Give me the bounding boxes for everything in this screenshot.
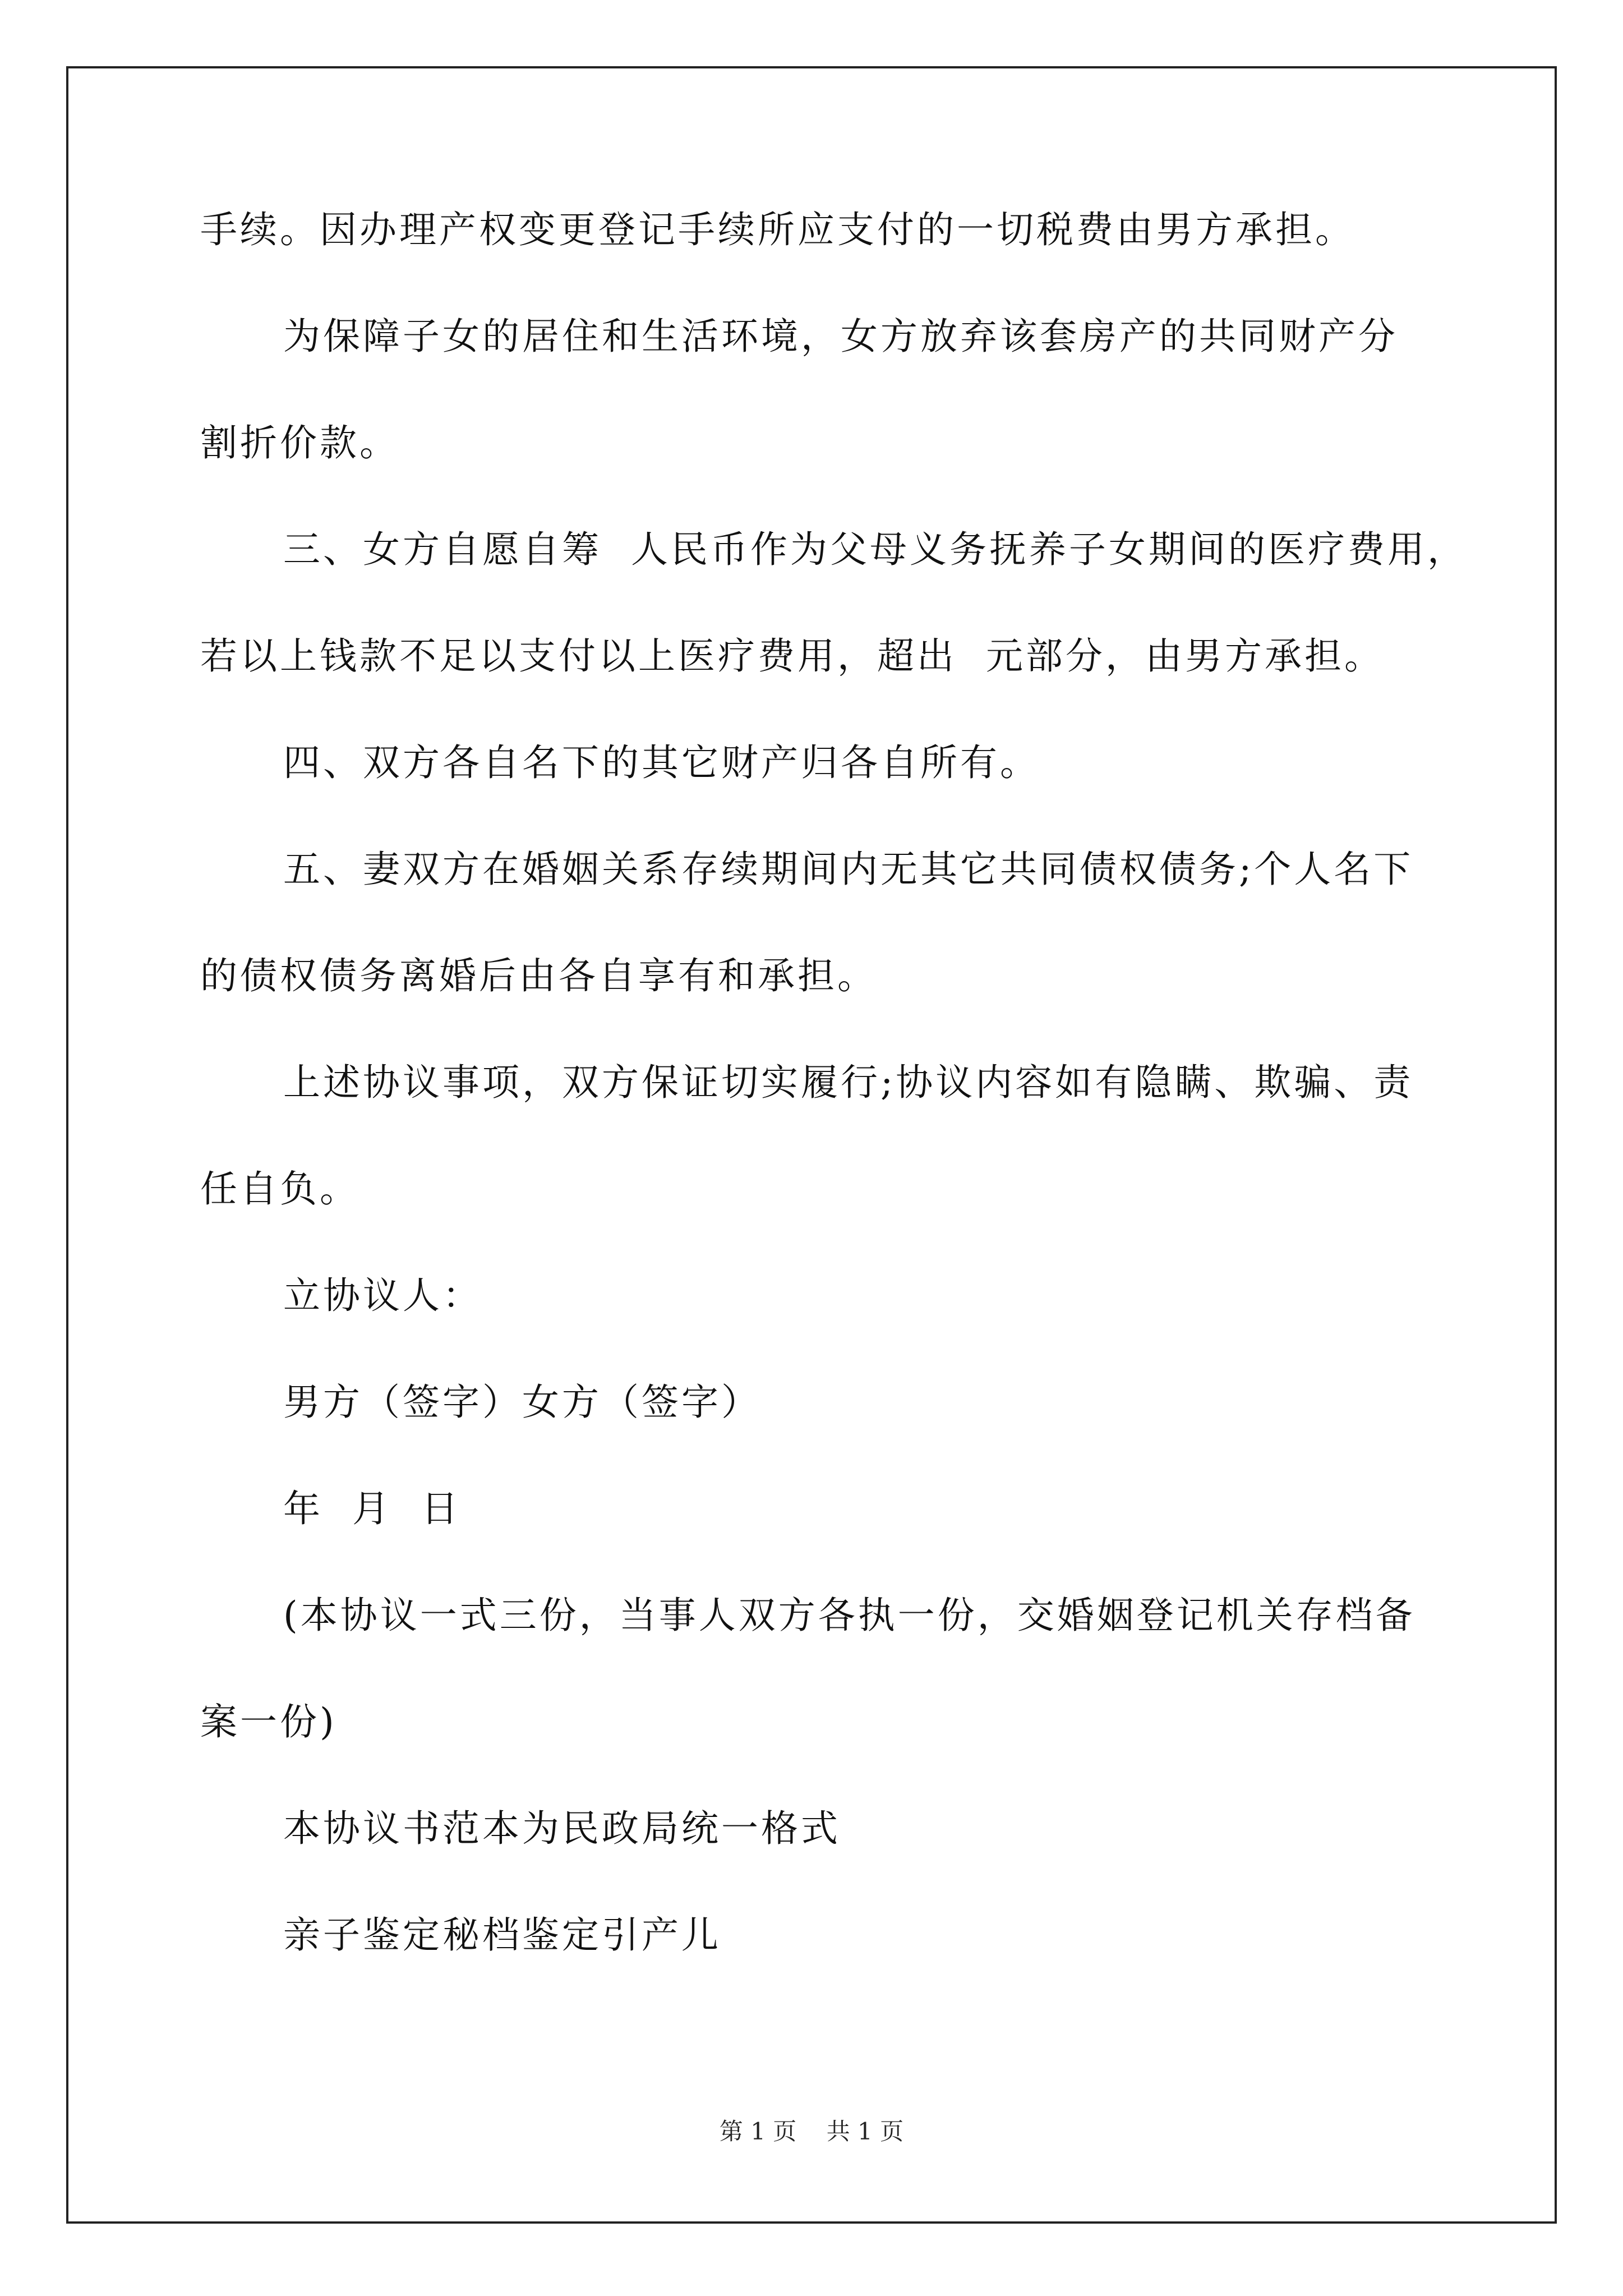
paragraph-line: (本协议一式三份，当事人双方各执一份，交婚姻登记机关存档备: [283, 1594, 1415, 1637]
paragraph-line: 亲子鉴定秘档鉴定引产儿: [283, 1913, 721, 1957]
signatory-label: 立协议人：: [283, 1274, 482, 1317]
paragraph-line: 任自负。: [200, 1167, 359, 1211]
paragraph-line: 案一份): [200, 1700, 337, 1743]
page-number-footer: 第 1 页 共 1 页: [719, 2118, 904, 2145]
paragraph-line: 四、双方各自名下的其它财产归各自所有。: [283, 741, 1040, 784]
paragraph-line: 手续。因办理产权变更登记手续所应支付的一切税费由男方承担。: [200, 208, 1355, 251]
page-border: [66, 66, 1557, 2224]
signature-line: 男方（签字）女方（签字）: [283, 1381, 761, 1424]
paragraph-line: 割折价款。: [200, 421, 399, 464]
paragraph-line: 的债权债务离婚后由各自享有和承担。: [200, 954, 877, 997]
paragraph-line: 三、女方自愿自筹 人民币作为父母义务抚养子女期间的医疗费用，: [283, 528, 1467, 571]
paragraph-line: 五、妻双方在婚姻关系存续期间内无其它共同债权债务;个人名下: [283, 848, 1414, 891]
paragraph-line: 本协议书范本为民政局统一格式: [283, 1807, 841, 1850]
paragraph-line: 为保障子女的居住和生活环境，女方放弃该套房产的共同财产分: [283, 315, 1398, 358]
paragraph-line: 若以上钱款不足以支付以上医疗费用，超出 元部分，由男方承担。: [200, 634, 1384, 678]
paragraph-line: 上述协议事项，双方保证切实履行;协议内容如有隐瞒、欺骗、责: [283, 1061, 1414, 1104]
date-line: 年 月 日: [283, 1487, 461, 1530]
